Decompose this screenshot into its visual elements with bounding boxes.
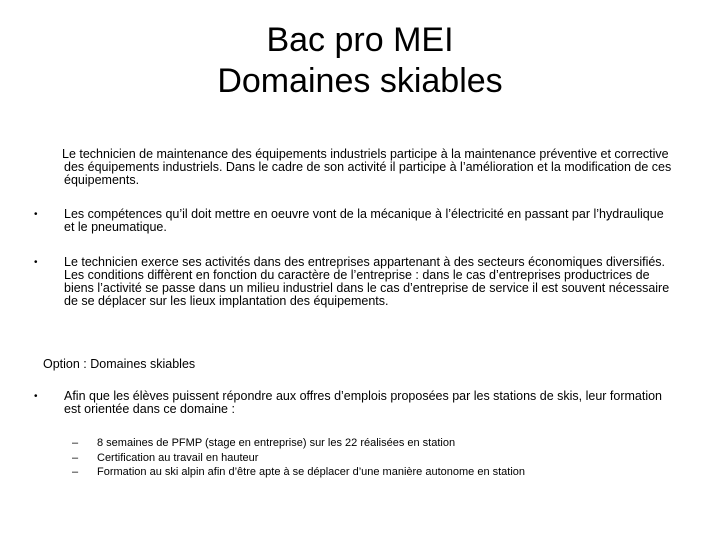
sublist-item-text: Formation au ski alpin afin d’être apte à se déplacer d’une manière autonome en station xyxy=(97,466,526,478)
dash-marker: – xyxy=(72,451,79,464)
sublist-item-text: 8 semaines de PFMP (stage en entreprise) sur les 22 réalisées en station xyxy=(97,437,456,449)
sublist-item xyxy=(72,436,672,451)
sublist-item-text: Certification au travail en hauteur xyxy=(97,451,259,464)
bullet-item-option xyxy=(34,390,674,416)
bullet-text: Les compétences qu’il doit mettre en oeuvre vont de la mécanique à l’électricité en passant par l’hydraulique et le pneumatique. xyxy=(64,207,664,234)
bullet-text: Afin que les élèves puissent répondre aux offres d’emplois proposées par les stations de skis, leur formation est orientée dans ce domaine : xyxy=(64,389,663,416)
bullet-marker: • xyxy=(34,209,38,220)
bullet-item-competences xyxy=(34,208,674,234)
sublist-item xyxy=(72,465,672,480)
slide-title-line-1: Bac pro MEI xyxy=(266,21,454,59)
slide-title-line-2: Domaines skiables xyxy=(217,62,503,100)
option-sublist xyxy=(72,436,672,480)
slide-title xyxy=(0,20,720,102)
dash-marker: – xyxy=(72,466,79,478)
intro-paragraph: Le technicien de maintenance des équipements industriels participe à la maintenance préventive et corrective des équipements industriels. Dans le cadre de son activité il participe à l’amélioration et la modification de ces équipements. xyxy=(62,147,672,187)
sublist-item xyxy=(72,451,672,466)
dash-marker: – xyxy=(72,437,79,449)
bullet-text: Le technicien exerce ses activités dans des entreprises appartenant à des secteurs économiques diversifiés. Les conditions diffèrent en fonction du caractère de l’entreprise : dans le cas d’entreprises productrices de biens l’activité se passe dans un milieu industriel dans le cas d’entreprise de service il est souvent nécessaire de se déplacer sur les lieux implantation des équipements. xyxy=(64,255,670,308)
bullet-item-activities xyxy=(34,256,674,308)
bullet-marker: • xyxy=(34,257,38,268)
option-heading: Option : Domaines skiables xyxy=(43,357,196,371)
bullet-marker: • xyxy=(34,391,38,402)
